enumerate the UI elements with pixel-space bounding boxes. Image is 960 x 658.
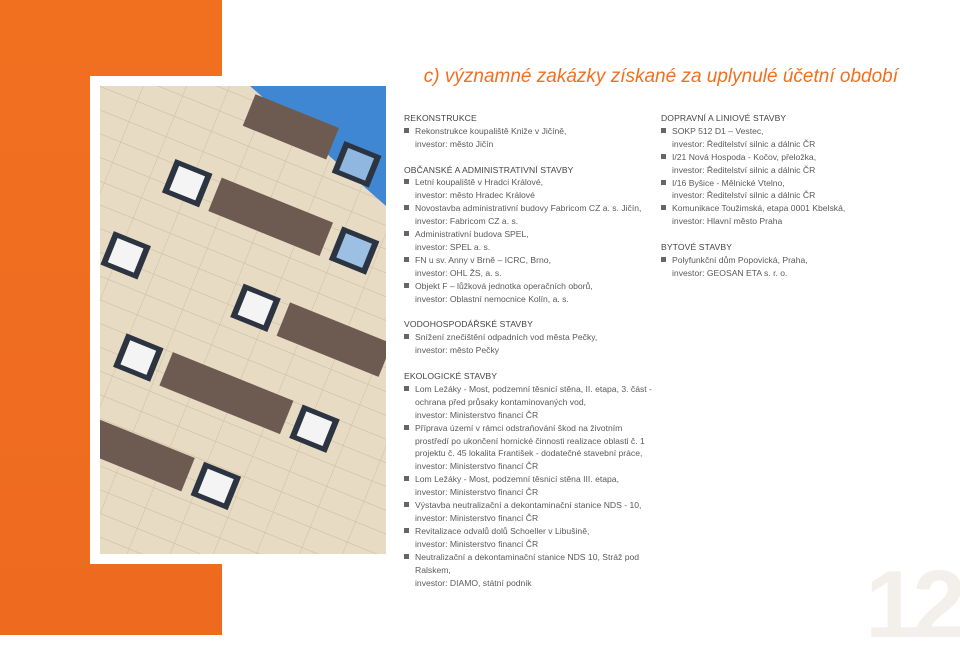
list-item: [404, 383, 654, 422]
item-text: Administrativní budova SPEL,: [415, 229, 529, 240]
item-text: Novostavba administrativní budovy Fabricom CZ a. s. Jičín,: [415, 203, 642, 214]
item-text: Komunikace Toužimská, etapa 0001 Kbelská,: [672, 203, 846, 214]
list-item: [404, 125, 654, 151]
building-facade-photo: [100, 86, 386, 554]
item-investor: investor: město Pečky: [415, 345, 500, 356]
item-text: Objekt F – lůžková jednotka operačních oborů,: [415, 280, 593, 291]
section-bytove: [661, 241, 901, 280]
item-text: SOKP 512 D1 – Vestec,: [672, 125, 764, 136]
item-investor: investor: Ministerstvo financí ČR: [415, 461, 539, 472]
square-bullet-icon: [404, 283, 409, 288]
square-bullet-icon: [661, 257, 666, 262]
square-bullet-icon: [661, 154, 666, 159]
list-item: [661, 254, 901, 280]
item-investor: investor: DIAMO, státní podnik: [415, 577, 532, 588]
left-column: [404, 112, 654, 589]
square-bullet-icon: [661, 180, 666, 185]
item-investor: investor: Oblastní nemocnice Kolín, a. s.: [415, 293, 569, 304]
item-text: I/16 Byšice - Mělnické Vtelno,: [672, 177, 785, 188]
item-text: Příprava území v rámci odstraňování škod na životním prostředí po ukončení hornické činnosti realizace oblasti č. 1 projektu č. 45 lokalita František - dodatečné stavební práce,: [415, 422, 645, 459]
item-investor: investor: město Jičín: [415, 138, 494, 149]
square-bullet-icon: [661, 128, 666, 133]
item-investor: investor: Ředitelství silnic a dálnic ČR: [672, 138, 816, 149]
item-text: I/21 Nová Hospoda - Kočov, přeložka,: [672, 151, 817, 162]
list-item: [404, 228, 654, 254]
right-column: [661, 112, 901, 280]
page-heading: c) významné zakázky získané za uplynulé účetní období: [423, 66, 898, 87]
section-title: BYTOVÉ STAVBY: [661, 242, 733, 253]
square-bullet-icon: [404, 386, 409, 391]
list-item: [404, 422, 654, 474]
list-item: [404, 473, 654, 499]
square-bullet-icon: [404, 425, 409, 430]
item-text: Revitalizace odvalů dolů Schoeller v Libušině,: [415, 525, 590, 536]
list-item: [404, 499, 654, 525]
list-item: [404, 551, 654, 590]
list-item: [404, 280, 654, 306]
square-bullet-icon: [404, 554, 409, 559]
item-investor: investor: GEOSAN ETA s. r. o.: [672, 267, 788, 278]
section-title: OBČANSKÉ A ADMINISTRATIVNÍ STAVBY: [404, 164, 574, 175]
section-rekonstrukce: [404, 112, 654, 151]
item-investor: investor: Ředitelství silnic a dálnic ČR: [672, 190, 816, 201]
item-text: FN u sv. Anny v Brně – ICRC, Brno,: [415, 254, 551, 265]
list-item: [661, 125, 901, 151]
section-title: REKONSTRUKCE: [404, 113, 477, 123]
square-bullet-icon: [404, 334, 409, 339]
list-item: [404, 254, 654, 280]
square-bullet-icon: [404, 205, 409, 210]
item-investor: investor: SPEL a. s.: [415, 242, 491, 253]
square-bullet-icon: [404, 528, 409, 533]
item-investor: investor: OHL ŽS, a. s.: [415, 267, 502, 278]
item-investor: investor: Ministerstvo financí ČR: [415, 409, 539, 420]
item-text: Snížení znečištění odpadních vod města Pečky,: [415, 332, 598, 343]
facade-illustration: [100, 86, 386, 554]
square-bullet-icon: [661, 205, 666, 210]
item-text: Polyfunkční dům Popovická, Praha,: [672, 254, 808, 265]
list-item: [404, 176, 654, 202]
item-investor: investor: Ředitelství silnic a dálnic ČR: [672, 164, 816, 175]
section-obcanske: [404, 164, 654, 306]
section-title: DOPRAVNÍ A LINIOVÉ STAVBY: [661, 113, 787, 123]
section-ekologicke: [404, 370, 654, 589]
list-item: [404, 202, 654, 228]
list-item: [661, 151, 901, 177]
section-dopravni: [661, 112, 901, 228]
item-investor: investor: Ministerstvo financí ČR: [415, 538, 539, 549]
item-investor: investor: Fabricom CZ a. s.: [415, 216, 519, 227]
item-text: Výstavba neutralizační a dekontaminační stanice NDS - 10,: [415, 500, 642, 511]
list-item: [661, 202, 901, 228]
list-item: [404, 331, 654, 357]
list-item: [404, 525, 654, 551]
item-investor: investor: město Hradec Králové: [415, 190, 535, 201]
item-text: Lom Ležáky - Most, podzemní těsnicí stěna III. etapa,: [415, 474, 619, 485]
section-title: EKOLOGICKÉ STAVBY: [404, 371, 498, 382]
square-bullet-icon: [404, 128, 409, 133]
section-title: VODOHOSPODÁŘSKÉ STAVBY: [404, 319, 533, 330]
square-bullet-icon: [404, 257, 409, 262]
square-bullet-icon: [404, 502, 409, 507]
square-bullet-icon: [404, 476, 409, 481]
item-investor: investor: Hlavní město Praha: [672, 216, 783, 227]
item-text: Letní koupaliště v Hradci Králové,: [415, 177, 544, 188]
item-investor: investor: Ministerstvo financí ČR: [415, 487, 539, 498]
list-item: [661, 177, 901, 203]
page-number: 12: [865, 551, 960, 658]
item-text: Rekonstrukce koupaliště Kniže v Jičíně,: [415, 125, 567, 136]
item-text: Neutralizační a dekontaminační stanice NDS 10, Stráž pod Ralskem,: [415, 551, 640, 575]
square-bullet-icon: [404, 231, 409, 236]
square-bullet-icon: [404, 179, 409, 184]
item-investor: investor: Ministerstvo financí ČR: [415, 512, 539, 523]
section-vodohospodarske: [404, 318, 654, 357]
item-text: Lom Ležáky - Most, podzemní těsnicí stěna, II. etapa, 3. část - ochrana před průsaky kontaminovaných vod,: [415, 383, 652, 407]
